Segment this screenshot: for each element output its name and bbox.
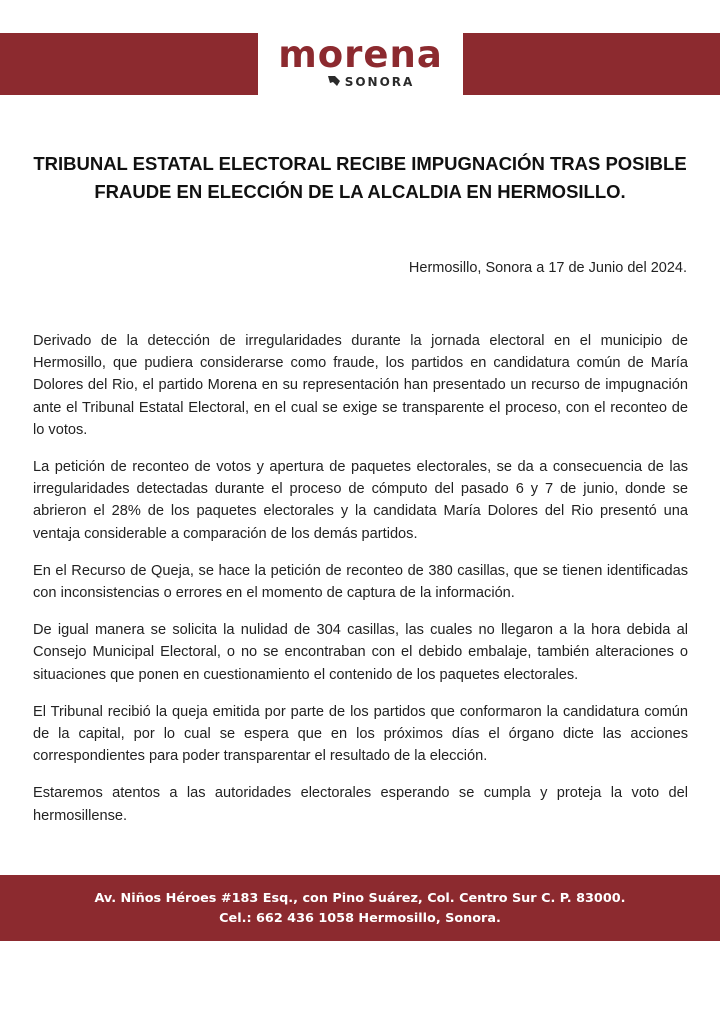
header-band [0,33,720,95]
paragraph: De igual manera se solicita la nulidad de 304 casillas, las cuales no llegaron a la hora debida al Consejo Municipal Electoral, o no se encontraban con el debido embalaje, también alteraciones o situaciones que ponen en cuestionamiento el contenido de los paquetes electorales. [33,622,688,683]
document-body [33,330,688,842]
logo-wordmark: morena [278,33,443,76]
paragraph: Estaremos atentos a las autoridades electorales esperando se cumpla y proteja la voto del hermosillense. [33,785,688,824]
logo-subtitle-text: SONORA [344,75,415,89]
morena-logo [258,33,463,95]
paragraph: En el Recurso de Queja, se hace la petición de reconteo de 380 casillas, que se tienen identificadas con inconsistencias o errores en el momento de captura de la información. [33,562,688,602]
footer-band [0,875,720,941]
paragraph: La petición de reconteo de votos y apertura de paquetes electorales, se da a consecuencia de las irregularidades detectadas durante el proceso de cómputo del pasado 6 y 7 de junio, donde se abrieron el 28% de los paquetes electorales y la candidata María Dolores del Rio presentó una ventaja considerable a comparación de los demás partidos. [33,459,688,542]
footer-address: Av. Niños Héroes #183 Esq., con Pino Suárez, Col. Centro Sur C. P. 83000. [94,891,626,906]
header-band-right [463,33,720,95]
paragraph: El Tribunal recibió la queja emitida por parte de los partidos que conformaron la candidatura común de la capital, por lo cual se espera que en los próximos días el órgano dicte las acciones correspondientes para poder transparentar el resultado de la elección. [33,703,688,765]
footer-contact: Cel.: 662 436 1058 Hermosillo, Sonora. [219,911,501,926]
paragraph: Derivado de la detección de irregularidades durante la jornada electoral en el municipio de Hermosillo, que pudiera considerarse como fraude, los partidos en candidatura común de María Dolores del Rio, el partido Morena en su representación han presentado un recurso de impugnación ante el Tribunal Estatal Electoral, en el cual se exige se transparente el proceso, con el reconteo de lo votos. [33,333,688,438]
header-band-left [0,33,258,95]
document-title: TRIBUNAL ESTATAL ELECTORAL RECIBE IMPUGNACIÓN TRAS POSIBLE FRAUDE EN ELECCIÓN DE LA ALCALDIA EN HERMOSILLO. [33,153,687,202]
logo-subtitle [278,75,463,89]
sonora-map-icon [327,75,341,87]
dateline: Hermosillo, Sonora a 17 de Junio del 2024. [408,260,687,276]
